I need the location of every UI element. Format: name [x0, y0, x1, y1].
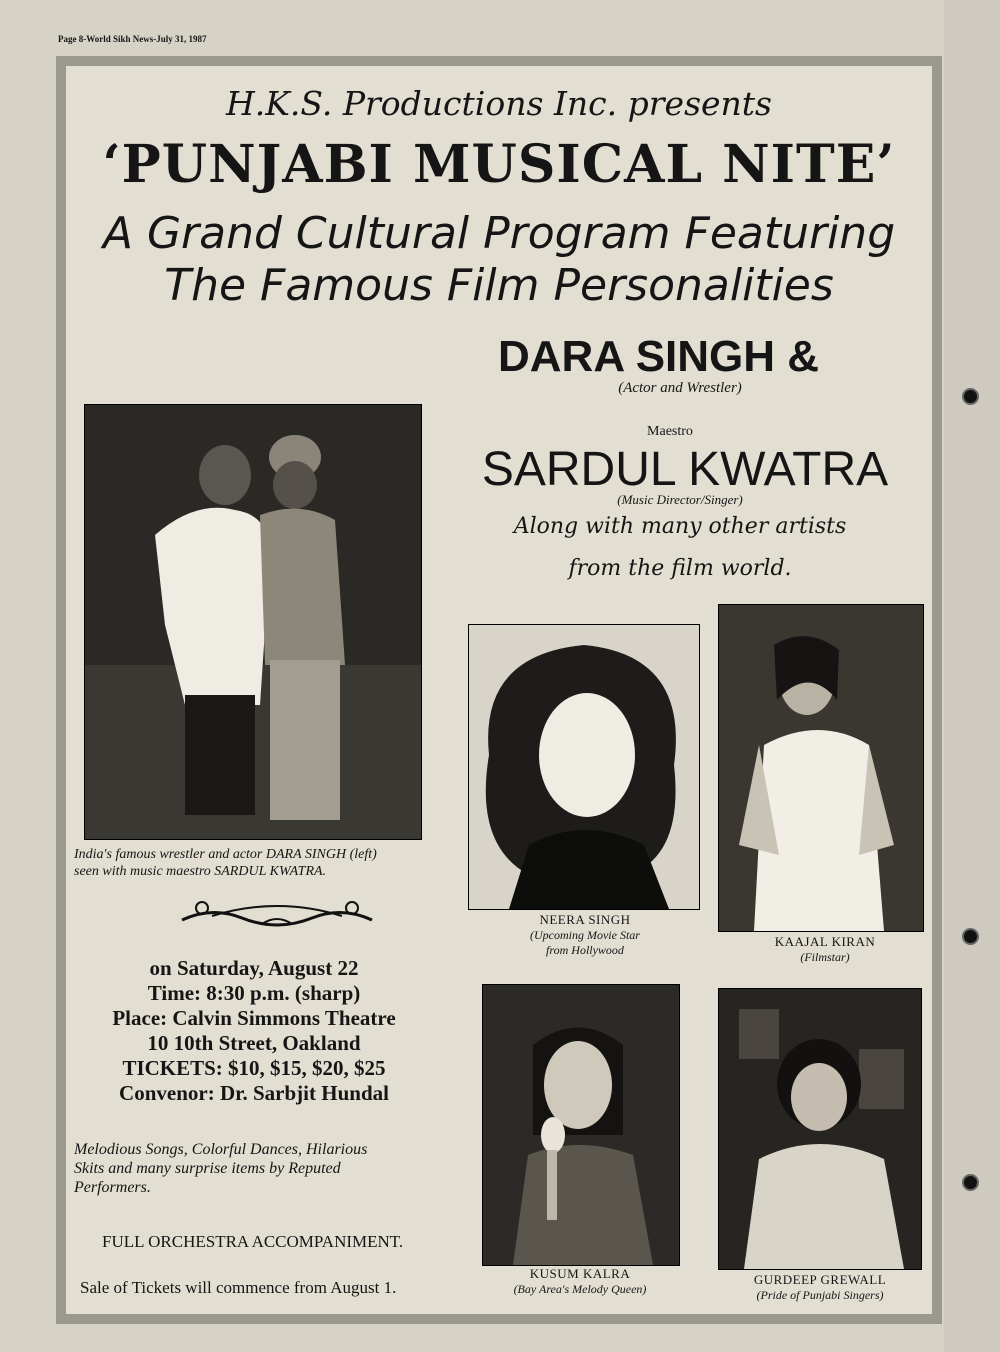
blurb-line-1: Melodious Songs, Colorful Dances, Hilarious	[74, 1141, 368, 1158]
event-place: Place: Calvin Simmons Theatre	[112, 1006, 396, 1030]
artist-caption-neera-singh	[480, 912, 690, 958]
page-header: Page 8-World Sikh News-July 31, 1987	[58, 34, 207, 44]
artist-caption-kusum-kalra	[470, 1266, 690, 1297]
event-title: ‘PUNJABI MUSICAL NITE’	[102, 134, 896, 195]
orchestra-note: FULL ORCHESTRA ACCOMPANIMENT.	[102, 1232, 404, 1251]
artist-role: (Pride of Punjabi Singers)	[756, 1288, 884, 1302]
event-convenor: Convenor: Dr. Sarbjit Hundal	[119, 1081, 389, 1105]
event-address: 10 10th Street, Oakland	[147, 1031, 361, 1055]
binder-hole	[962, 1174, 979, 1191]
photo-kaajal-kiran	[718, 604, 924, 932]
maestro-label: Maestro	[647, 424, 693, 439]
presenter-line: H.K.S. Productions Inc. presents	[226, 84, 772, 123]
along-line-2: from the film world.	[568, 556, 792, 581]
star2-role: (Music Director/Singer)	[617, 492, 743, 507]
binder-hole	[962, 388, 979, 405]
event-date: on Saturday, August 22	[149, 956, 359, 980]
artist-role: (Filmstar)	[800, 950, 850, 964]
photo-gurdeep-grewall	[718, 988, 922, 1270]
binder-edge	[944, 0, 1000, 1352]
artist-caption-kaajal-kiran	[730, 934, 920, 965]
artist-caption-gurdeep-grewall	[712, 1272, 928, 1303]
event-details	[84, 956, 424, 1106]
subtitle-line-2: The Famous Film Personalities	[164, 260, 834, 311]
ornament-divider	[172, 896, 382, 936]
blurb-line-3: Performers.	[74, 1179, 151, 1196]
photo-kusum-kalra	[482, 984, 680, 1266]
ticket-sale-note: Sale of Tickets will commence from August 1.	[80, 1278, 397, 1297]
along-line-1: Along with many other artists	[513, 514, 847, 539]
star2-name: SARDUL KWATRA	[481, 443, 889, 496]
artist-name: GURDEEP GREWALL	[753, 1272, 887, 1287]
star1-name: DARA SINGH &	[498, 332, 820, 381]
subtitle-line-1: A Grand Cultural Program Featuring	[102, 208, 896, 259]
artist-role: (Upcoming Movie Star	[530, 928, 640, 942]
main-photo-caption-line-2: seen with music maestro SARDUL KWATRA.	[74, 864, 327, 879]
photo-dara-singh-sardul-kwatra	[84, 404, 422, 840]
photo-neera-singh	[468, 624, 700, 910]
artist-name: KAAJAL KIRAN	[774, 934, 876, 949]
blurb-line-2: Skits and many surprise items by Reputed	[74, 1160, 341, 1177]
binder-hole	[962, 928, 979, 945]
event-tickets: TICKETS: $10, $15, $20, $25	[122, 1056, 386, 1080]
artist-role: (Bay Area's Melody Queen)	[513, 1282, 647, 1296]
artist-name: NEERA SINGH	[539, 912, 631, 927]
event-time: Time: 8:30 p.m. (sharp)	[147, 981, 361, 1005]
main-photo-caption	[74, 846, 434, 880]
artist-role: from Hollywood	[546, 943, 624, 957]
star1-role: (Actor and Wrestler)	[618, 380, 742, 396]
program-blurb	[74, 1140, 454, 1197]
main-photo-caption-line-1: India's famous wrestler and actor DARA SINGH (left)	[74, 847, 377, 862]
artist-name: KUSUM KALRA	[529, 1266, 631, 1281]
